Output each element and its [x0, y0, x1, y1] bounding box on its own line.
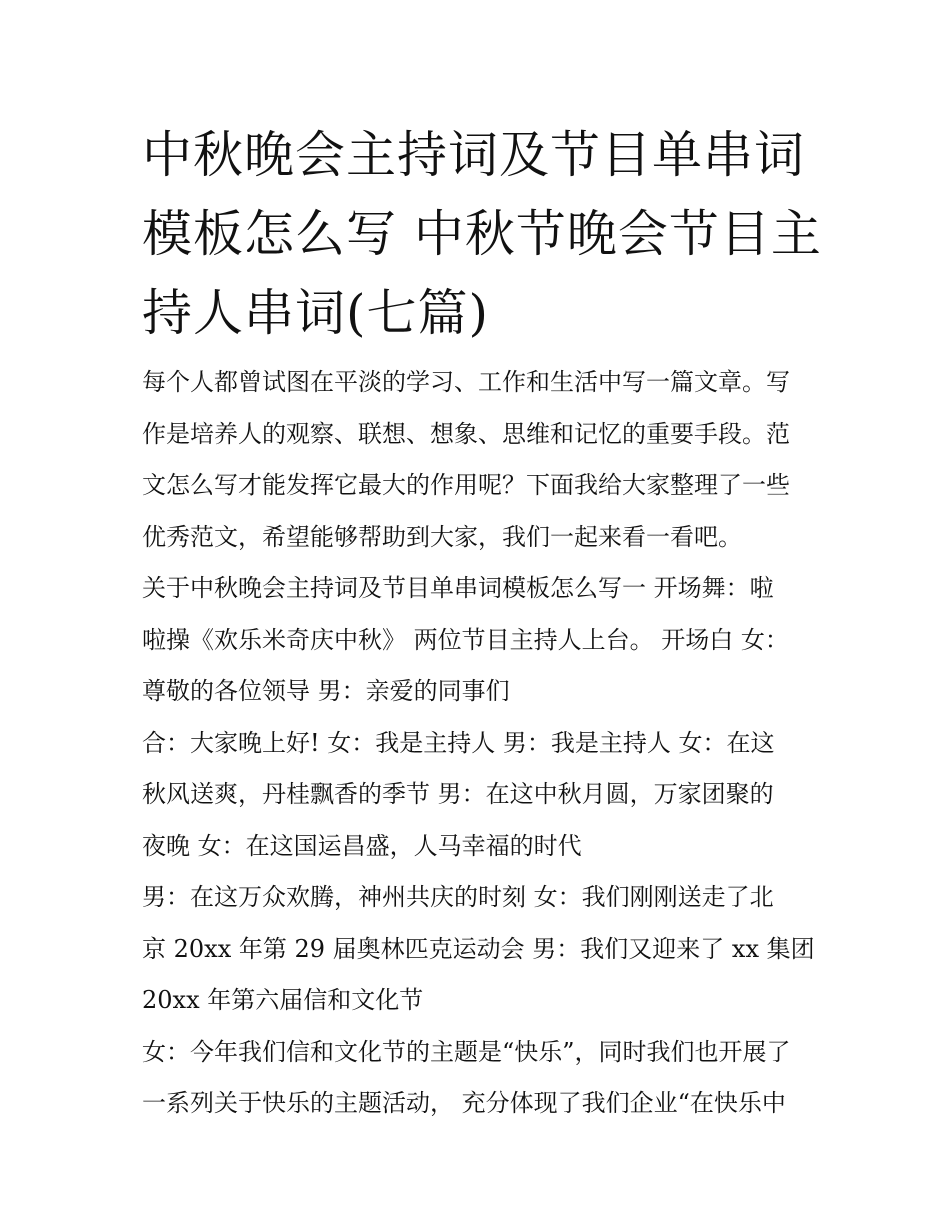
body-line: 优秀范文，希望能够帮助到大家，我们一起来看一看吧。 — [142, 522, 742, 551]
body-line: 20xx 年第六届信和文化节 — [142, 986, 424, 1014]
document-title — [142, 116, 822, 353]
body-line: 作是培养人的观察、联想、想象、思维和记忆的重要手段。范 — [142, 419, 790, 448]
body-line: 关于中秋晚会主持词及节目单串词模板怎么写一 开场舞：啦 — [142, 574, 774, 602]
body-line: 文怎么写才能发挥它最大的作用呢？下面我给大家整理了一些 — [142, 471, 790, 499]
body-line: 每个人都曾试图在平淡的学习、工作和生活中写一篇文章。写 — [142, 368, 790, 396]
title-line: 模板怎么写 中秋节晚会节目主 — [142, 205, 822, 263]
body-line: 合：大家晚上好! 女：我是主持人 男：我是主持人 女：在这 — [142, 728, 775, 757]
body-line: 京 20xx 年第 29 届奥林匹克运动会 男：我们又迎来了 xx 集团 — [142, 934, 815, 963]
body-line: 男：在这万众欢腾，神州共庆的时刻 女：我们刚刚送走了北 — [142, 883, 774, 911]
body-line: 秋风送爽，丹桂飘香的季节 男：在这中秋月圆，万家团聚的 — [142, 780, 774, 808]
body-line: 女：今年我们信和文化节的主题是“快乐”，同时我们也开展了 — [142, 1037, 791, 1066]
body-line: 尊敬的各位领导 男：亲爱的同事们 — [142, 677, 510, 705]
body-line: 一系列关于快乐的主题活动， 充分体现了我们企业“在快乐中 — [142, 1089, 786, 1117]
body-line: 啦操《欢乐米奇庆中秋》 两位节目主持人上台。 开场白 女： — [142, 625, 789, 654]
document-body — [142, 357, 822, 1130]
title-line: 持人串词(七篇) — [142, 284, 490, 342]
title-line: 中秋晚会主持词及节目单串词 — [142, 126, 805, 184]
body-line: 夜晚 女：在这国运昌盛，人马幸福的时代 — [142, 831, 582, 860]
